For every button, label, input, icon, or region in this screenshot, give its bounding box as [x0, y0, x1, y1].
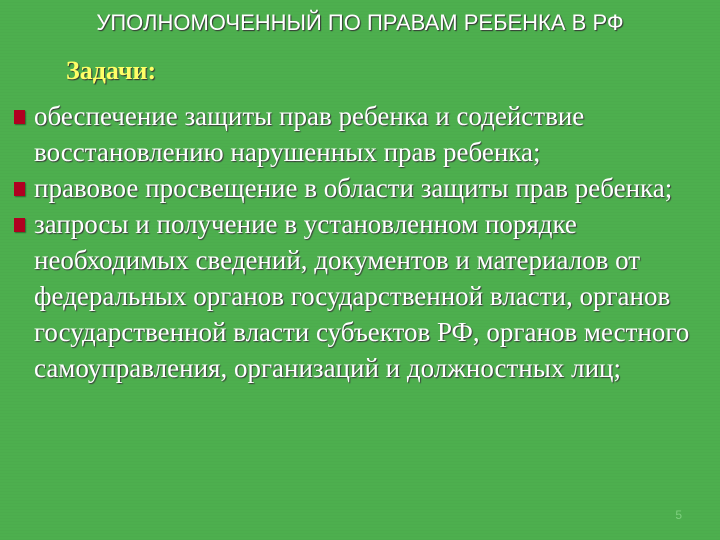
task-list: [12, 98, 712, 386]
list-item: [12, 170, 712, 206]
square-bullet-icon: [14, 182, 25, 196]
slide-subtitle: Задачи:: [66, 56, 157, 85]
task-text: обеспечение защиты прав ребенка и содействие восстановлению нарушенных прав ребенка;: [34, 101, 585, 167]
list-item: [12, 98, 712, 170]
task-text: правовое просвещение в области защиты прав ребенка;: [34, 173, 673, 203]
square-bullet-icon: [14, 218, 25, 232]
square-bullet-icon: [14, 110, 25, 124]
slide-title: УПОЛНОМОЧЕННЫЙ ПО ПРАВАМ РЕБЕНКА В РФ: [96, 10, 624, 35]
page-number: 5: [675, 508, 682, 522]
task-text: запросы и получение в установленном порядке необходимых сведений, документов и материалов от федеральных органов государственной власти, органов государственной власти субъектов РФ, органов местного самоуправления, организаций и должностных лиц;: [34, 209, 690, 383]
list-item: [12, 206, 712, 386]
